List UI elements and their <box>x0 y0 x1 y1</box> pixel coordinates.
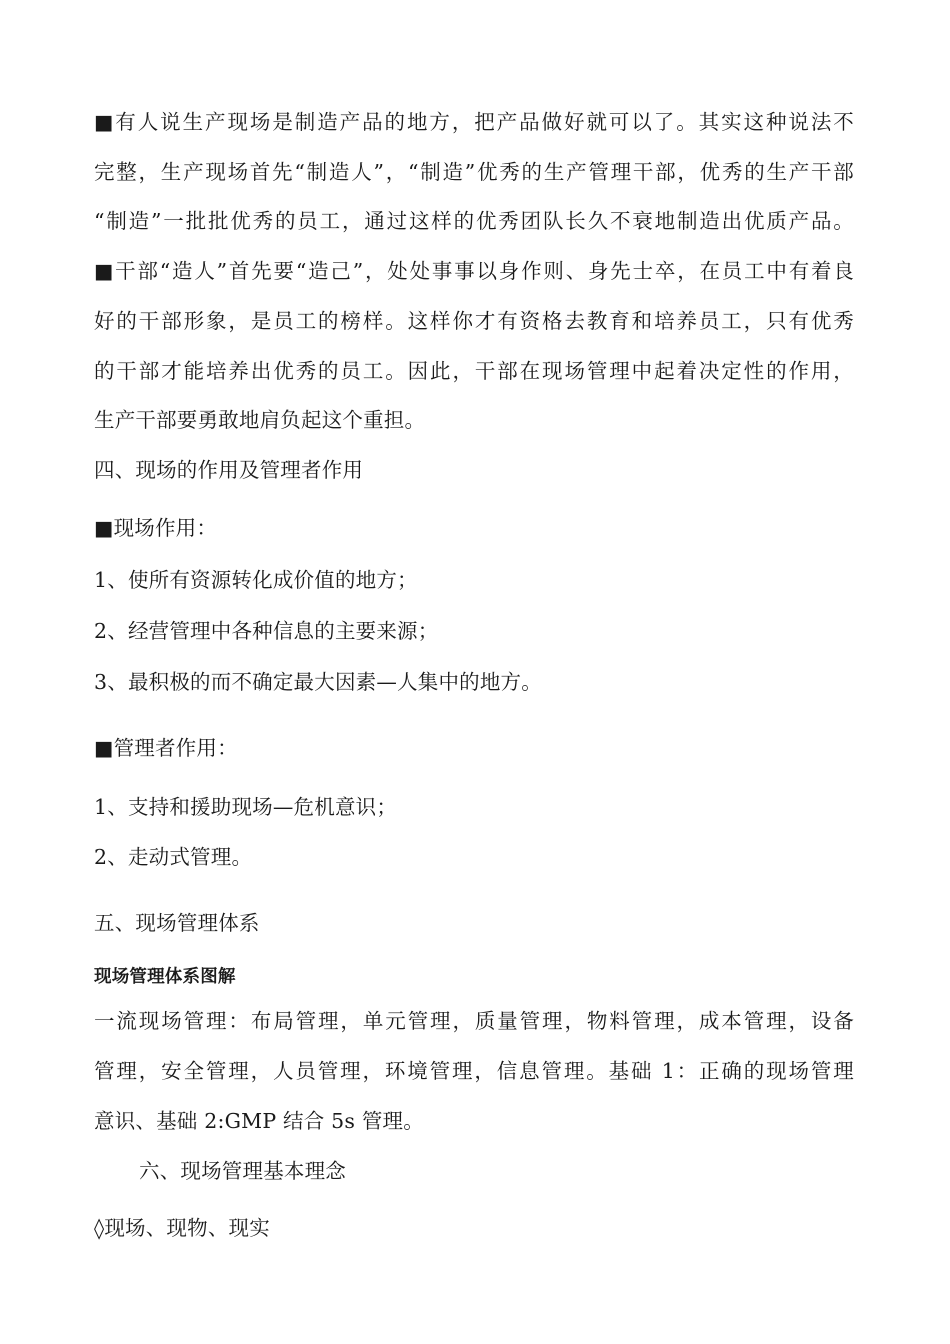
section-5-body-line-2: 管理，安全管理，人员管理，环境管理，信息管理。基础 1：正确的现场管理 <box>94 1059 854 1083</box>
section-6-item-1: ◊现场、现物、现实 <box>94 1216 270 1240</box>
manager-role-item-1: 1、支持和援助现场—危机意识； <box>94 795 398 819</box>
section-5-body-line-1: 一流现场管理：布局管理，单元管理，质量管理，物料管理，成本管理，设备 <box>94 1009 854 1033</box>
paragraph-1-line-3: “制造”一批批优秀的员工，通过这样的优秀团队长久不衰地制造出优质产品。 <box>94 209 854 233</box>
paragraph-1-line-1: ■有人说生产现场是制造产品的地方，把产品做好就可以了。其实这种说法不 <box>94 110 854 134</box>
paragraph-1-line-2: 完整，生产现场首先“制造人”，“制造”优秀的生产管理干部，优秀的生产干部 <box>94 160 854 184</box>
paragraph-2-line-1: ■干部“造人”首先要“造己”，处处事事以身作则、身先士卒，在员工中有着良 <box>94 259 854 283</box>
site-role-item-3: 3、最积极的而不确定最大因素—人集中的地方。 <box>94 670 542 694</box>
paragraph-2-line-2: 好的干部形象，是员工的榜样。这样你才有资格去教育和培养员工，只有优秀 <box>94 309 854 333</box>
site-role-item-1: 1、使所有资源转化成价值的地方； <box>94 568 418 592</box>
diagram-title: 现场管理体系图解 <box>94 967 236 987</box>
paragraph-2-line-4: 生产干部要勇敢地肩负起这个重担。 <box>94 408 426 432</box>
site-role-title: ■现场作用： <box>94 516 218 540</box>
manager-role-title: ■管理者作用： <box>94 736 238 760</box>
section-6-heading: 六、现场管理基本理念 <box>139 1159 346 1183</box>
manager-role-item-2: 2、走动式管理。 <box>94 845 253 869</box>
section-4-heading: 四、现场的作用及管理者作用 <box>94 458 364 482</box>
section-5-body-line-3: 意识、基础 2:GMP 结合 5s 管理。 <box>94 1109 424 1133</box>
site-role-item-2: 2、经营管理中各种信息的主要来源； <box>94 619 439 643</box>
section-5-heading: 五、现场管理体系 <box>94 911 260 935</box>
paragraph-2-line-3: 的干部才能培养出优秀的员工。因此，干部在现场管理中起着决定性的作用， <box>94 359 854 383</box>
